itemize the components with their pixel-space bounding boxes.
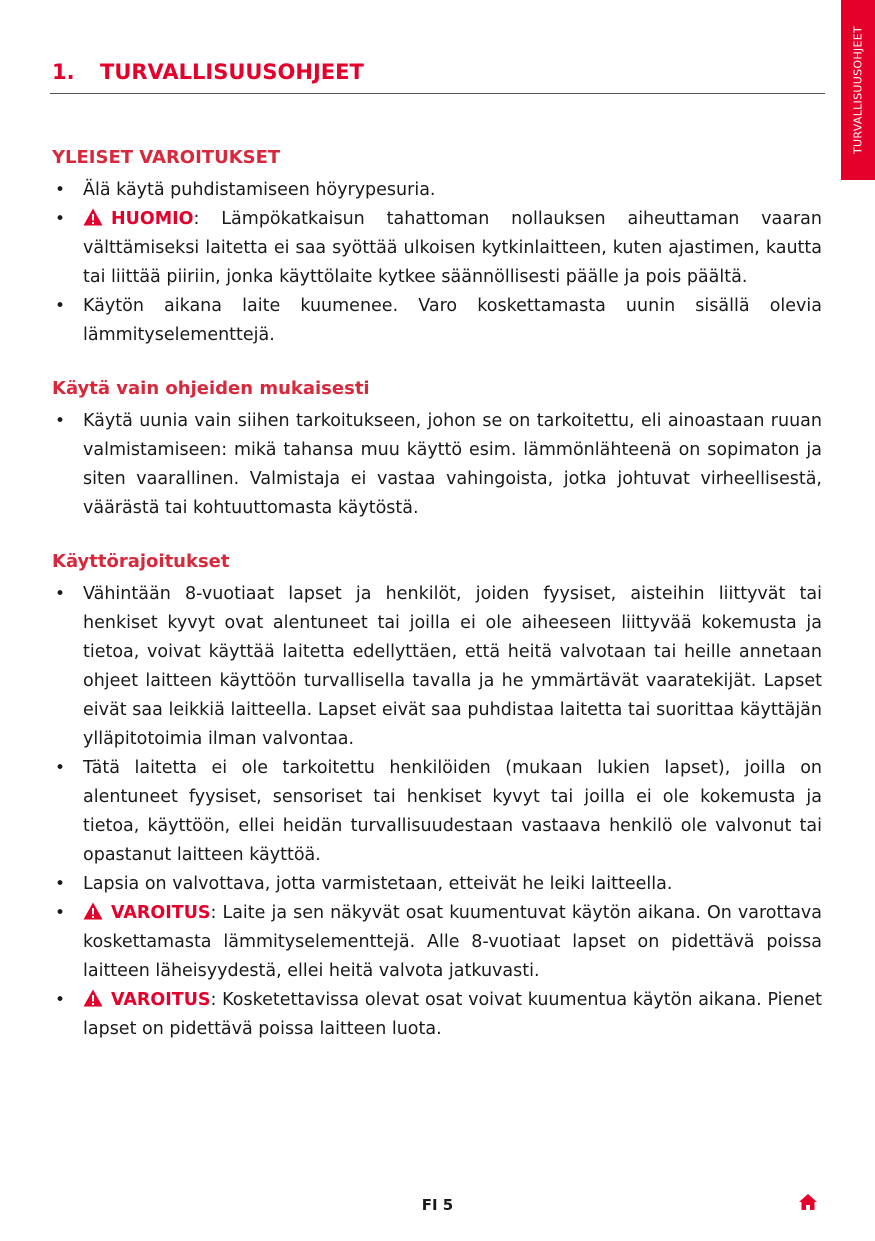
section-heading: YLEISET VAROITUKSET	[52, 147, 281, 168]
heading-divider	[50, 93, 825, 94]
chapter-title: TURVALLISUUSOHJEET	[100, 60, 364, 84]
list-item	[52, 580, 822, 754]
warning-label: HUOMIO	[111, 209, 194, 229]
list-item	[52, 870, 822, 899]
page-content	[52, 145, 822, 1070]
list-item-text: Älä käytä puhdistamiseen höyrypesuria.	[83, 180, 436, 200]
warning-label: VAROITUS	[111, 990, 211, 1010]
list-item	[52, 407, 822, 523]
section-heading: Käyttörajoitukset	[52, 551, 230, 572]
warning-label: VAROITUS	[111, 903, 211, 923]
list-item-text: : Kosketettavissa olevat osat voivat kuumentua käytön aikana. Pienet lapset on pidettävä poissa laitteen luota.	[83, 990, 822, 1039]
list-item-text: Vähintään 8-vuotiaat lapset ja henkilöt, joiden fyysiset, aisteihin liittyvät tai henkiset kyvyt ovat alentuneet tai joilla ei ole aiheeseen liittyvää kokemusta ja tietoa, voivat käyttää laitetta edellyttäen, että heitä valvotaan tai heille annetaan ohjeet laitteen käyttöön turvallisella tavalla ja he ymmärtävät vaaratekijät. Lapset eivät saa leikkiä laitteella. Lapset eivät saa puhdistaa laitetta tai suorittaa käyttäjän ylläpitotoimia ilman valvontaa.	[83, 584, 822, 749]
warning-triangle-icon	[83, 989, 103, 1007]
list-item	[52, 754, 822, 870]
warning-triangle-icon	[83, 208, 103, 226]
list-item	[52, 986, 822, 1044]
bullet-list	[52, 580, 822, 1044]
list-item	[52, 899, 822, 986]
warning-triangle-icon	[83, 902, 103, 920]
list-item-text: Käytä uunia vain siihen tarkoitukseen, johon se on tarkoitettu, eli ainoastaan ruuan valmistamiseen: mikä tahansa muu käyttö esim. lämmönlähteenä on sopimaton ja siten vaarallinen. Valmistaja ei vastaa vahingoista, jotka johtuvat virheellisestä, väärästä tai kohtuuttomasta käytöstä.	[83, 411, 822, 518]
home-icon[interactable]	[798, 1193, 818, 1211]
side-tab-label: TURVALLISUUSOHJEET	[851, 26, 865, 154]
list-item-text: Tätä laitetta ei ole tarkoitettu henkilöiden (mukaan lukien lapset), joilla on alentuneet fyysiset, sensoriset tai henkiset kyvyt tai joilla ei ole kokemusta ja tietoa, käyttöön, ellei heidän turvallisuudestaan vastaava henkilö ole valvonut tai opastanut laitteen käyttöä.	[83, 758, 822, 865]
bullet-list	[52, 407, 822, 523]
list-item	[52, 292, 822, 350]
chapter-heading	[52, 60, 364, 84]
list-item	[52, 205, 822, 292]
page-number: FI 5	[421, 1196, 454, 1214]
list-item-text: Lapsia on valvottava, jotta varmistetaan, etteivät he leiki laitteella.	[83, 874, 673, 894]
list-item	[52, 176, 822, 205]
section-heading: Käytä vain ohjeiden mukaisesti	[52, 378, 370, 399]
list-item-text: : Lämpökatkaisun tahattoman nollauksen aiheuttaman vaaran välttämiseksi laitetta ei saa syöttää ulkoisen kytkinlaitteen, kuten ajastimen, kautta tai liittää piiriin, jonka käyttölaite kytkee säännöllisesti päälle ja pois päältä.	[83, 209, 822, 287]
list-item-text: : Laite ja sen näkyvät osat kuumentuvat käytön aikana. On varottava koskettamasta lämmityselementtejä. Alle 8-vuotiaat lapset on pidettävä poissa laitteen läheisyydestä, ellei heitä valvota jatkuvasti.	[83, 903, 822, 981]
side-chapter-tab[interactable]	[841, 0, 875, 180]
chapter-number: 1.	[52, 60, 75, 84]
bullet-list	[52, 176, 822, 350]
list-item-text: Käytön aikana laite kuumenee. Varo koskettamasta uunin sisällä olevia lämmityselementtejä.	[83, 296, 822, 345]
